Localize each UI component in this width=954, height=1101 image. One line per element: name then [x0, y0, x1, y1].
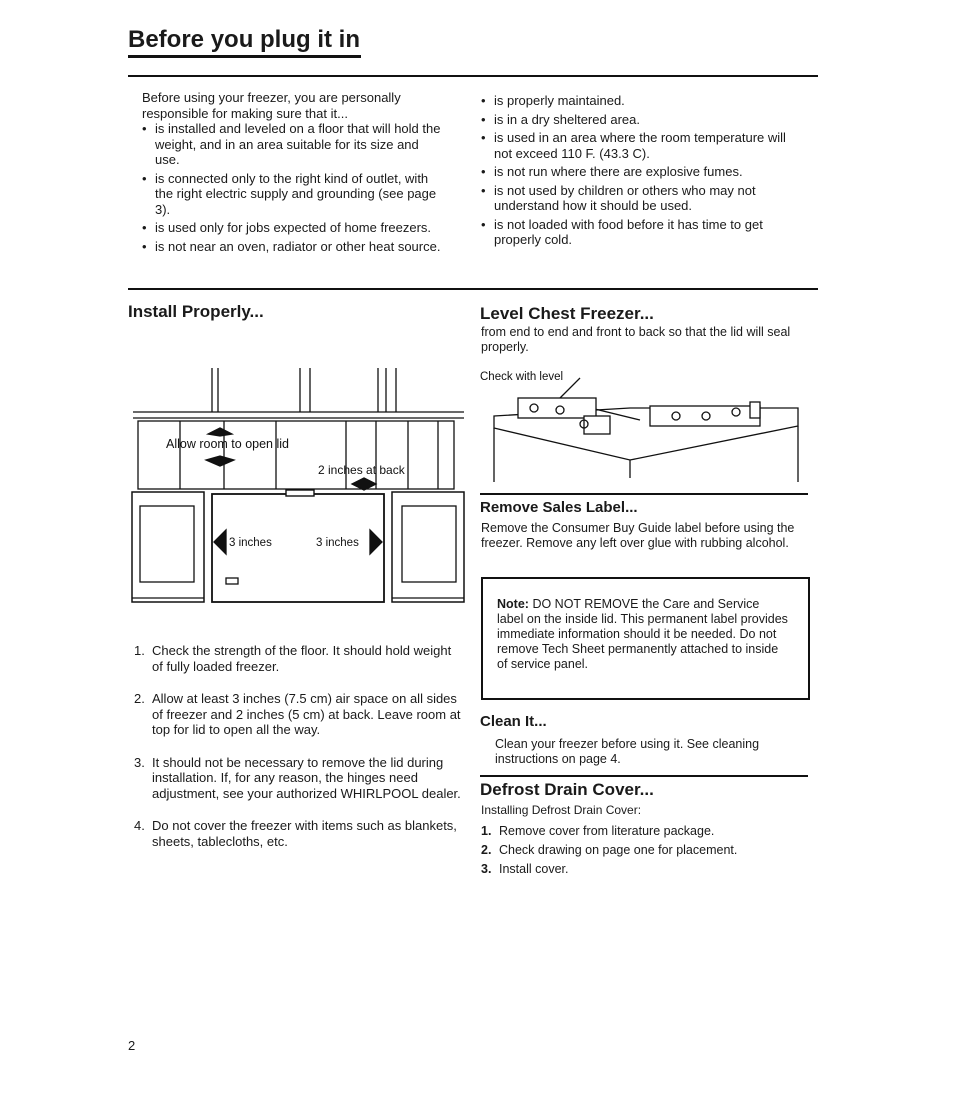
install-diagram	[128, 366, 468, 606]
right-gap-label: 3 inches	[316, 537, 359, 549]
list-item: 4. Do not cover the freezer with items such as blankets, sheets, tablecloths, etc.	[134, 818, 457, 849]
intro-bullet: • is properly maintained.	[481, 93, 796, 109]
note-body	[497, 597, 789, 672]
intro-bullet: • is not near an oven, radiator or other heat source.	[142, 239, 442, 255]
level-heading: Level Chest Freezer...	[480, 304, 654, 323]
left-gap-label: 3 inches	[229, 537, 272, 549]
intro-bullet: • is not run where there are explosive fumes.	[481, 164, 796, 180]
note-label: Note:	[497, 597, 529, 611]
intro-right-column	[481, 93, 796, 248]
defrost-heading: Defrost Drain Cover...	[480, 780, 654, 799]
mid-divider	[128, 288, 818, 290]
intro-bullet: • is not used by children or others who may not understand how it should be used.	[481, 183, 796, 214]
level-diagram-label: Check with level	[480, 371, 564, 383]
intro-bullet: • is connected only to the right kind of outlet, with the right electric supply and grounding (see page 3).	[142, 171, 442, 218]
list-item: 2. Check drawing on page one for placement.	[481, 843, 738, 857]
list-item: 1. Remove cover from literature package.	[481, 824, 715, 838]
install-steps	[130, 643, 462, 866]
note-text: DO NOT REMOVE the Care and Service label on the inside lid. This permanent label provides immediate information should it be needed. Do not remove Tech Sheet permanently attached to inside of service panel.	[497, 597, 788, 671]
list-item: 1. Check the strength of the floor. It should hold weight of fully loaded freezer.	[134, 643, 452, 674]
sales-text: Remove the Consumer Buy Guide label before using the freezer. Remove any left over glue with rubbing alcohol.	[481, 521, 795, 550]
page-title: Before you plug it in	[128, 26, 360, 53]
intro-lead: Before using your freezer, you are personally responsible for making sure that it...	[142, 90, 401, 121]
clean-heading: Clean It...	[480, 713, 547, 730]
intro-bullet: • is in a dry sheltered area.	[481, 112, 796, 128]
lid-label: Allow room to open lid	[166, 437, 289, 451]
note-box	[481, 577, 810, 700]
list-item: 3. It should not be necessary to remove the lid during installation. If, for any reason, the hinges need adjustment, see your authorized WHIRLPOOL dealer.	[134, 754, 461, 801]
list-item: 3. Install cover.	[481, 862, 569, 876]
intro-bullet: • is used only for jobs expected of home freezers.	[142, 220, 442, 236]
intro-bullet: • is installed and leveled on a floor that will hold the weight, and in an area suitable for its size and use.	[142, 121, 442, 168]
level-text: from end to end and front to back so that the lid will seal properly.	[481, 325, 791, 354]
list-item: 2. Allow at least 3 inches (7.5 cm) air space on all sides of freezer and 2 inches (5 cm) at back. Leave room at top for lid to open all the way.	[134, 691, 461, 737]
defrost-divider	[480, 775, 808, 777]
defrost-steps	[481, 822, 813, 879]
sales-heading: Remove Sales Label...	[480, 499, 638, 516]
defrost-lead: Installing Defrost Drain Cover:	[481, 803, 642, 817]
title-underline	[128, 55, 361, 58]
clean-text: Clean your freezer before using it. See cleaning instructions on page 4.	[495, 737, 760, 766]
intro-left-column	[142, 90, 442, 254]
intro-bullet: • is used in an area where the room temperature will not exceed 110 F. (43.3 C).	[481, 130, 796, 161]
page-number: 2	[128, 1038, 136, 1053]
level-diagram	[480, 362, 805, 487]
top-divider	[128, 75, 818, 77]
back-label: 2 inches at back	[318, 463, 405, 477]
sales-divider	[480, 493, 808, 495]
intro-bullet: • is not loaded with food before it has time to get properly cold.	[481, 217, 796, 248]
install-heading: Install Properly...	[128, 302, 264, 321]
